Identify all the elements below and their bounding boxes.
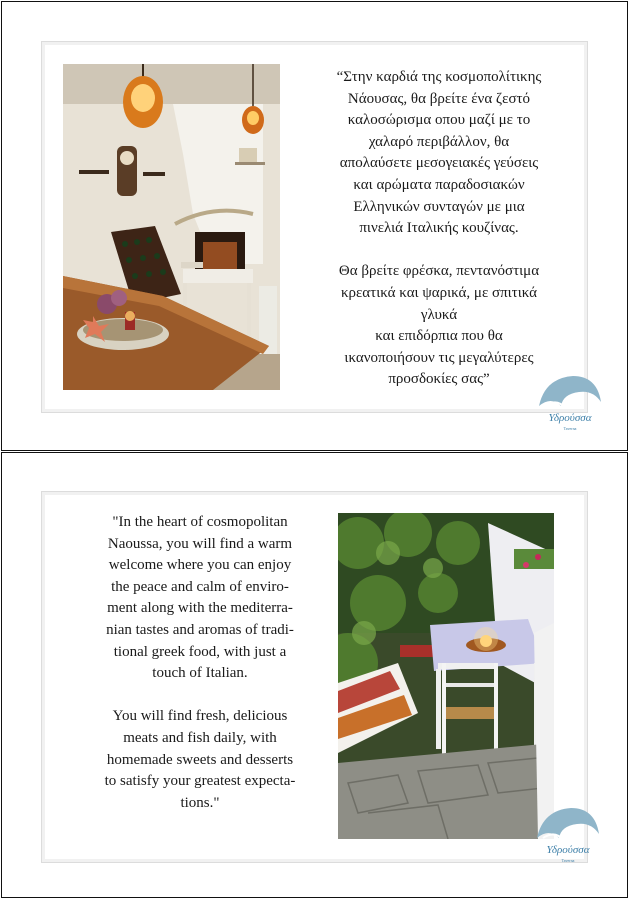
greek-quote-text: “Στην καρδιά της κοσμοπολίτικης Νάουσας, θα βρείτε ένα ζεστό καλοσώρισμα οπου μαζί με το χαλαρό περιβάλλον, θα απολαύσετε μεσογειακές γεύσεις και αρώματα παραδοσιακών Ελληνικών συνταγών με μια πινελιά Ιταλικής κουζίνας. Θα βρείτε φρέσκα, πεντανόστιμα κρεατικά και ψαρικά, με σπιτικά γλυκά και επιδόρπια που θα ικανοποιήσουν τις μεγαλύτερες προσδοκίες σας”: [336, 69, 542, 388]
greek-card: [41, 41, 592, 431]
logo-name: Υδρούσσα: [546, 844, 590, 856]
logo-name: Υδρούσσα: [548, 412, 592, 424]
wave-logo-icon: [533, 804, 603, 866]
courtyard-photo: [338, 513, 554, 839]
logo-subtitle: Taverna: [561, 858, 575, 863]
greek-page: [1, 1, 628, 451]
wave-logo-icon: [535, 372, 605, 434]
restaurant-interior-photo: [63, 64, 280, 390]
english-card: [41, 491, 588, 863]
logo-subtitle: Taverna: [563, 426, 577, 431]
english-quote-text: "In the heart of cosmopolitan Naoussa, you will find a warm welcome where you can enjoy the peace and calm of enviro- ment along with the mediterra- nian tastes and aromas of tradi- tional greek food, with just a touch of Italian. You will find fresh, delicious meats and fish daily, with homemade sweets and desserts to satisfy your greatest expecta- tions.": [104, 514, 296, 811]
english-page: [1, 452, 628, 898]
